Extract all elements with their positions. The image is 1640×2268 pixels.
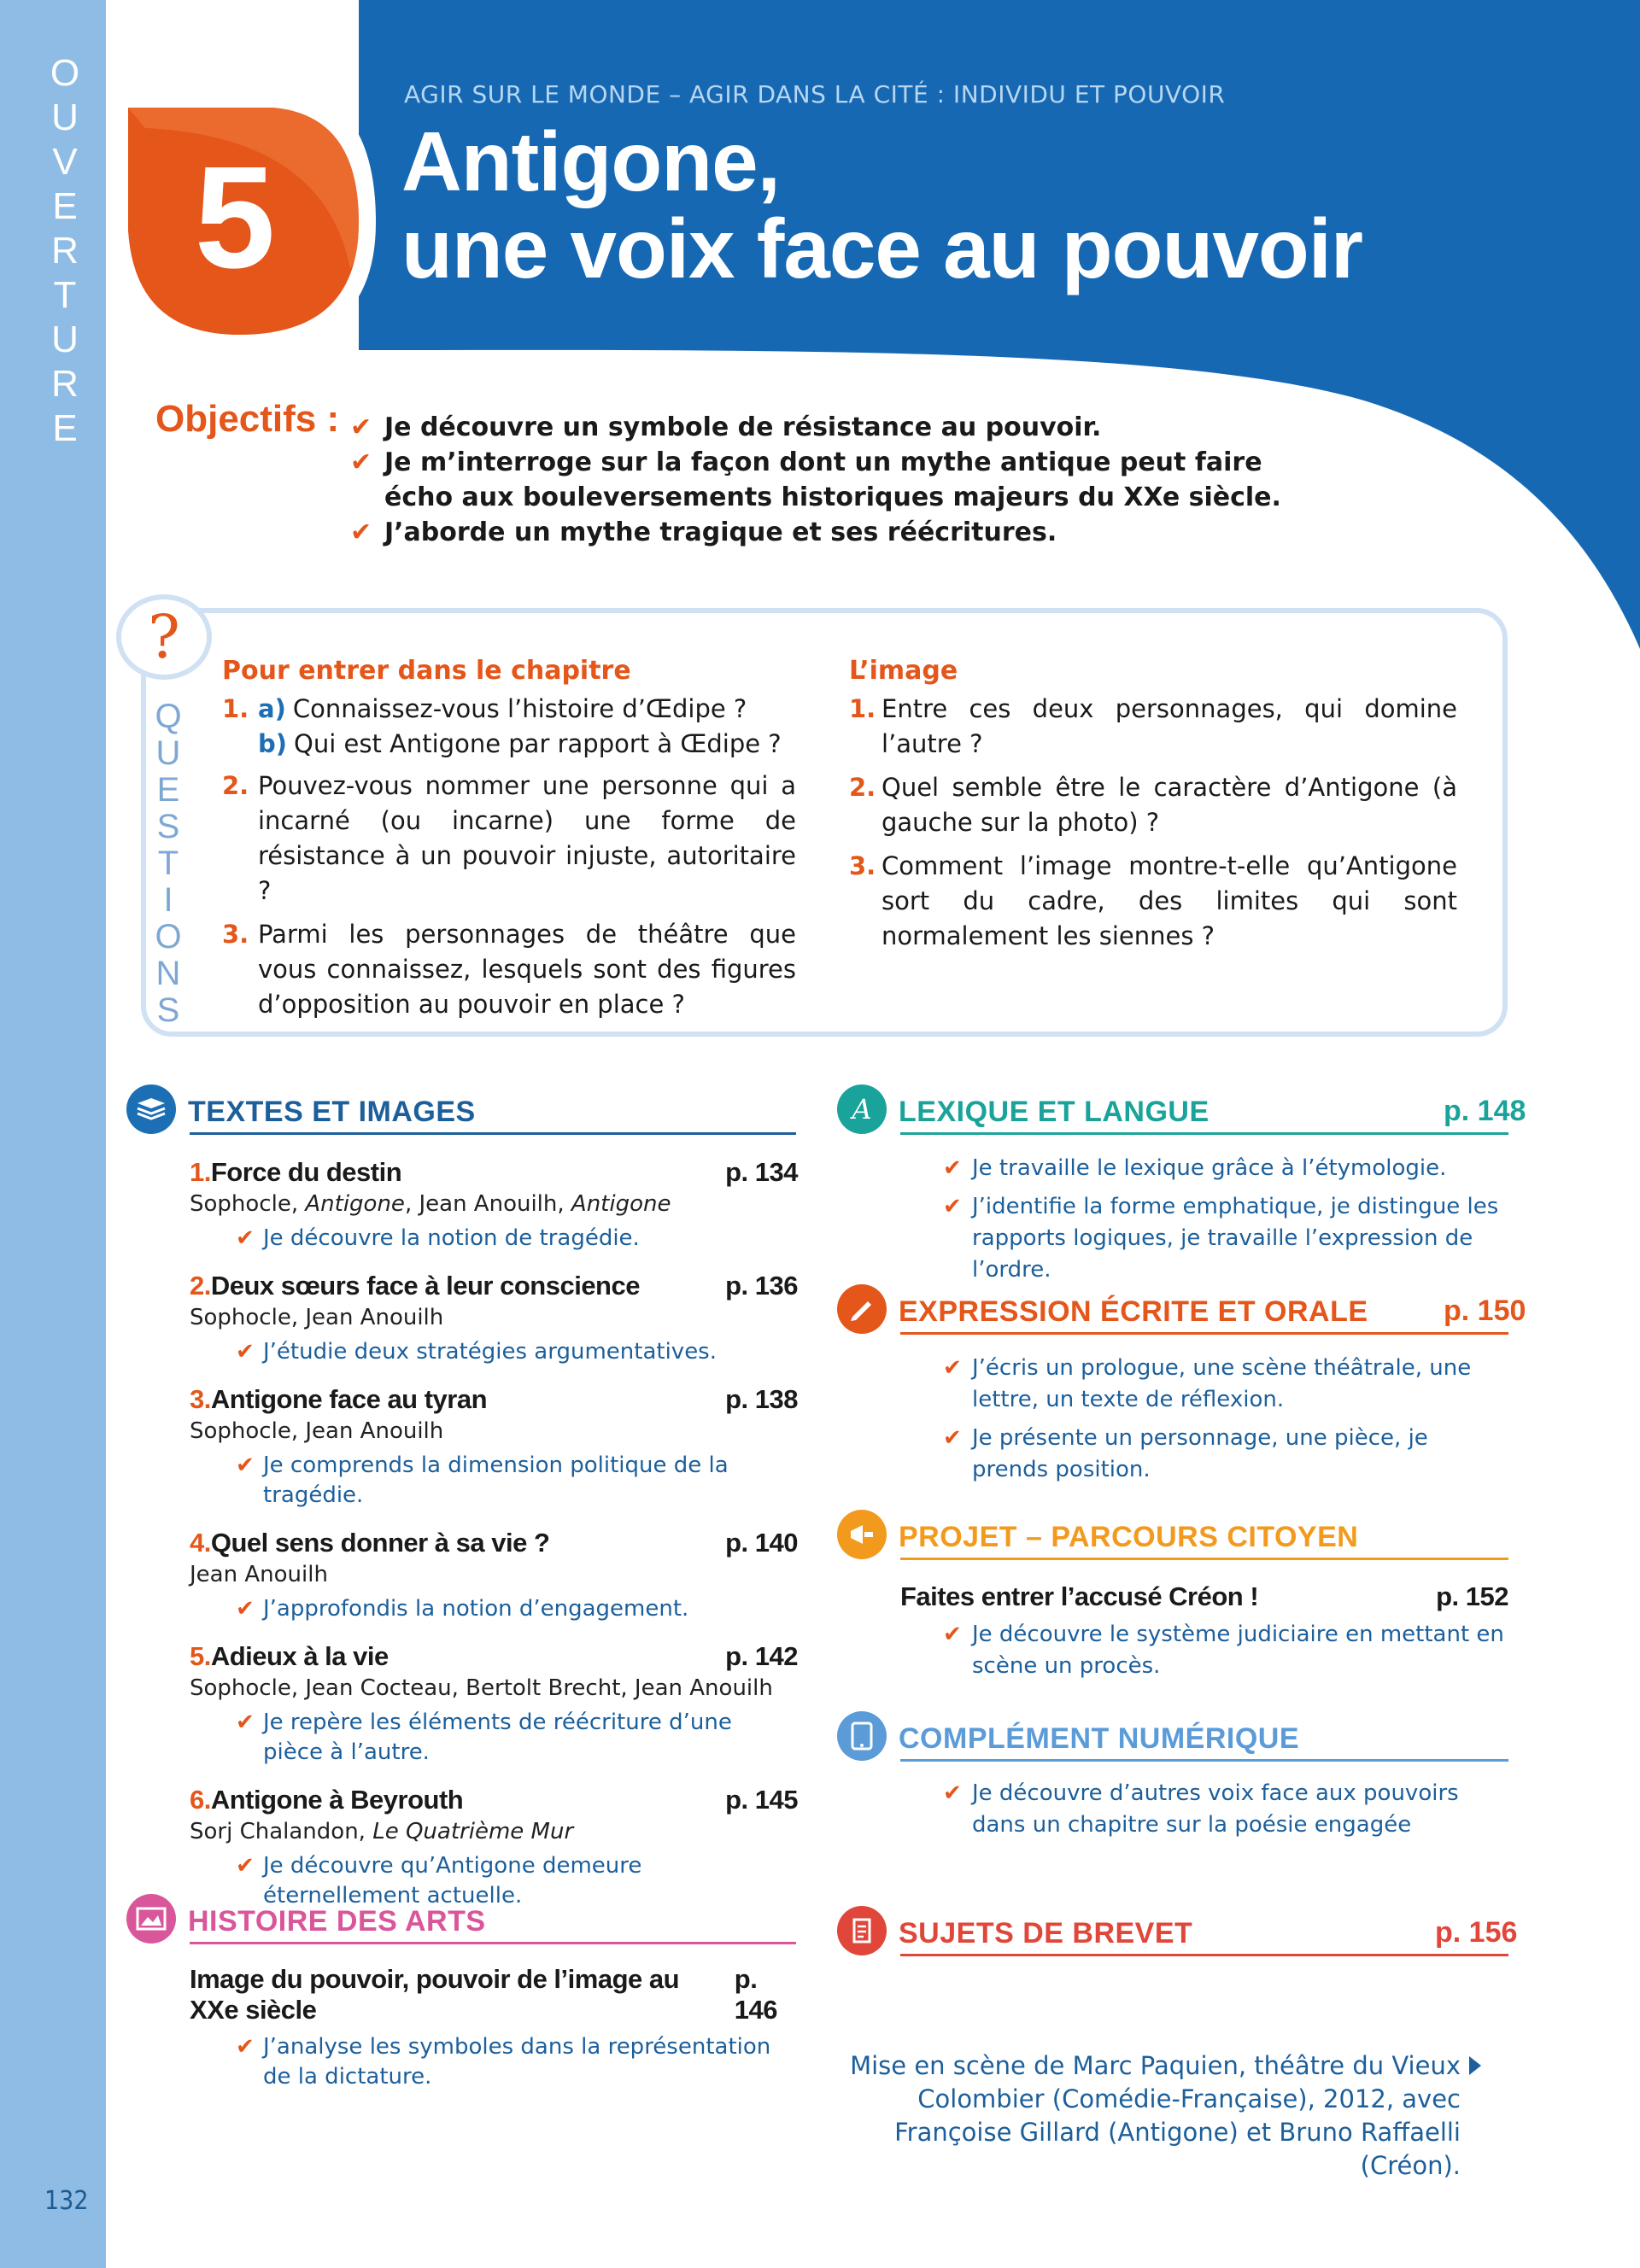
check-icon: ✔ <box>236 1339 255 1365</box>
section-textes-header <box>126 1084 476 1134</box>
ouverture-vertical-label: O U V E R T U R E <box>50 52 80 449</box>
questions-right-column <box>849 653 1457 962</box>
section-textes-title: TEXTES ET IMAGES <box>188 1096 476 1128</box>
section-projet-rule <box>900 1558 1508 1560</box>
question-item: 1. Entre ces deux personnages, qui domine l’autre ? <box>849 694 1457 758</box>
section-brevet-page: p. 156 <box>1435 1916 1518 1949</box>
textes-entry[interactable]: 1.Force du destin p. 134 Sophocle, Antigone, Jean Anouilh, Antigone ✔ Je découvre la notion de tragédie. <box>190 1157 798 1254</box>
questions-left-column <box>222 653 796 1031</box>
page-number: 132 <box>44 2186 89 2216</box>
section-projet-title: PROJET – PARCOURS CITOYEN <box>899 1521 1359 1553</box>
textes-entry[interactable]: 2.Deux sœurs face à leur conscience p. 136 Sophocle, Jean Anouilh ✔ J’étudie deux stratégies argumentatives. <box>190 1271 798 1367</box>
objective-item: ✔ Je découvre un symbole de résistance au pouvoir. <box>350 410 1332 445</box>
tablet-icon <box>837 1711 887 1761</box>
check-icon: ✔ <box>350 447 372 477</box>
title-line-2: une voix face au pouvoir <box>401 202 1363 295</box>
question-item: 3. Comment l’image montre-t-elle qu’Antigone sort du cadre, des limites qui sont normalement les siennes ? <box>849 851 1457 950</box>
question-item: 1. a) Connaissez-vous l’histoire d’Œdipe ? b) Qui est Antigone par rapport à Œdipe ? <box>222 694 782 758</box>
textes-entry[interactable]: 6.Antigone à Beyrouth p. 145 Sorj Chalandon, Le Quatrième Mur ✔ Je découvre qu’Antigone demeure éternellement actuelle. <box>190 1785 798 1911</box>
check-icon: ✔ <box>350 412 372 442</box>
numerique-goals: ✔ Je découvre d’autres voix face aux pouvoirs dans un chapitre sur la poésie engagée <box>943 1778 1508 1848</box>
section-lexique-header <box>837 1084 1210 1134</box>
megaphone-icon <box>837 1510 887 1559</box>
section-textes-rule <box>190 1132 796 1135</box>
questions-left-heading: Pour entrer dans le chapitre <box>222 656 631 686</box>
section-numerique-rule <box>900 1759 1508 1762</box>
section-expression-page: p. 150 <box>1444 1295 1526 1327</box>
section-histoire-rule <box>190 1942 796 1944</box>
section-histoire-title: HISTOIRE DES ARTS <box>188 1905 486 1938</box>
page-title <box>401 114 1363 295</box>
section-expression-rule <box>900 1332 1508 1335</box>
check-icon: ✔ <box>236 1453 255 1478</box>
check-icon: ✔ <box>236 2034 255 2060</box>
check-icon: ✔ <box>943 1194 962 1219</box>
check-icon: ✔ <box>236 1853 255 1879</box>
questions-vertical-label: Q U E S T I O N S <box>155 698 182 1029</box>
section-expression-title: EXPRESSION ÉCRITE ET ORALE <box>899 1295 1368 1328</box>
objectives-label: Objectifs : <box>155 398 340 440</box>
check-icon: ✔ <box>943 1155 962 1181</box>
objective-item: ✔ J’aborde un mythe tragique et ses réécritures. <box>350 515 1332 550</box>
question-item: 2. Quel semble être le caractère d’Antigone (à gauche sur la photo) ? <box>849 773 1457 837</box>
section-brevet-rule <box>900 1954 1508 1956</box>
expression-goals: ✔ J’écris un prologue, une scène théâtrale, une lettre, un texte de réflexion. ✔ Je présente un personnage, une pièce, je prends position. <box>943 1353 1508 1493</box>
lexique-goals: ✔ Je travaille le lexique grâce à l’étymologie. ✔ J’identifie la forme emphatique, je distingue les rapports logiques, je travaille l’expression de l’ordre. <box>943 1153 1508 1293</box>
check-icon: ✔ <box>943 1622 962 1647</box>
textes-entry[interactable]: 5.Adieux à la vie p. 142 Sophocle, Jean Cocteau, Bertolt Brecht, Jean Anouilh ✔ Je repère les éléments de réécriture d’une pièce à l’autre. <box>190 1641 798 1768</box>
histoire-entry[interactable]: Image du pouvoir, pouvoir de l’image au XXe siècle p. 146 ✔ J’analyse les symboles dans la représentation de la dictature. <box>190 1964 798 2092</box>
section-brevet-title: SUJETS DE BREVET <box>899 1917 1193 1949</box>
projet-entry[interactable]: Faites entrer l’accusé Créon ! p. 152 ✔ Je découvre le système judiciaire en mettant en scène un procès. <box>900 1581 1508 1689</box>
check-icon: ✔ <box>236 1596 255 1622</box>
check-icon: ✔ <box>350 517 372 547</box>
section-projet-header <box>837 1510 1358 1559</box>
section-numerique-title: COMPLÉMENT NUMÉRIQUE <box>899 1722 1299 1755</box>
objectives-list <box>350 410 1332 550</box>
section-lexique-page: p. 148 <box>1444 1095 1526 1127</box>
pencil-icon <box>837 1284 887 1334</box>
question-item: 3. Parmi les personnages de théâtre que vous connaissez, lesquels sont des figures d’opposition au pouvoir en place ? <box>222 920 796 1019</box>
check-icon: ✔ <box>236 1710 255 1735</box>
section-expression-header <box>837 1284 1368 1334</box>
header-subtitle: AGIR SUR LE MONDE – AGIR DANS LA CITÉ : INDIVIDU ET POUVOIR <box>404 80 1226 108</box>
check-icon: ✔ <box>943 1355 962 1381</box>
question-mark-icon: ? <box>116 594 212 680</box>
section-lexique-title: LEXIQUE ET LANGUE <box>899 1096 1210 1128</box>
textes-entry[interactable]: 4.Quel sens donner à sa vie ? p. 140 Jean Anouilh ✔ J’approfondis la notion d’engagement. <box>190 1528 798 1624</box>
chapter-number: 5 <box>194 137 276 299</box>
title-line-1: Antigone, <box>401 114 780 208</box>
letter-a-icon: A <box>837 1084 887 1134</box>
section-numerique-header <box>837 1711 1299 1761</box>
textes-list <box>190 1157 798 1928</box>
check-icon: ✔ <box>943 1425 962 1451</box>
arrow-right-icon <box>1467 2055 1483 2077</box>
textes-entry[interactable]: 3.Antigone face au tyran p. 138 Sophocle, Jean Anouilh ✔ Je comprends la dimension politique de la tragédie. <box>190 1384 798 1511</box>
objective-item: ✔ Je m’interroge sur la façon dont un mythe antique peut faire écho aux bouleversements historiques majeurs du XXe siècle. <box>350 445 1332 515</box>
check-icon: ✔ <box>943 1780 962 1806</box>
check-icon: ✔ <box>236 1225 255 1251</box>
book-icon <box>126 1084 176 1134</box>
image-caption: Mise en scène de Marc Paquien, théâtre du Vieux Colombier (Comédie-Française), 2012, avec Françoise Gillard (Antigone) et Bruno Raffaelli (Créon). <box>850 2051 1461 2180</box>
section-brevet-header <box>837 1906 1192 1955</box>
scroll-icon <box>837 1906 887 1955</box>
section-lexique-rule <box>900 1132 1508 1135</box>
section-histoire-header <box>126 1894 486 1944</box>
picture-frame-icon <box>126 1894 176 1944</box>
questions-right-heading: L’image <box>849 656 958 686</box>
question-item: 2. Pouvez-vous nommer une personne qui a incarné (ou incarne) une forme de résistance à un pouvoir injuste, autoritaire ? <box>222 771 796 905</box>
